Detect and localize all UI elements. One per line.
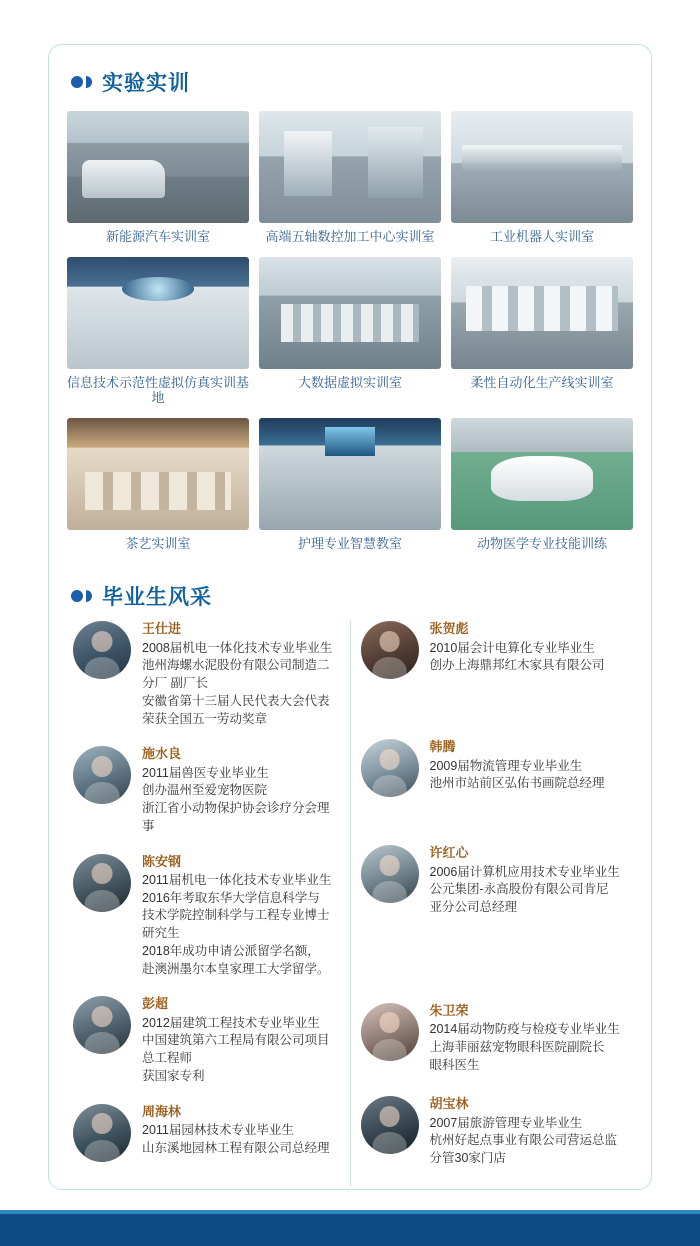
graduate-detail: 2009届物流管理专业毕业生 [429, 758, 583, 773]
cnc-lab-photo [259, 111, 441, 223]
graduate-detail: 研究生 [142, 926, 180, 941]
veterinary-training-photo [451, 418, 633, 530]
graduate-detail: 山东溪地园林工程有限公司总经理 [142, 1140, 330, 1155]
footer-bar [0, 1214, 700, 1246]
graduate-detail: 池州市站前区弘佑书画院总经理 [429, 776, 605, 791]
bigdata-lab-photo [259, 257, 441, 369]
graduate-detail: 公元集团-永高股份有限公司肯尼 [429, 882, 609, 897]
lab-caption: 护理专业智慧教室 [297, 535, 402, 551]
lab-item[interactable] [259, 418, 441, 560]
avatar [361, 621, 419, 679]
graduate-detail: 池州海螺水泥股份有限公司制造二 [142, 658, 330, 673]
lab-caption: 茶艺实训室 [125, 535, 191, 551]
lab-caption: 信息技术示范性虚拟仿真实训基地 [67, 374, 250, 406]
graduate-detail: 安徽省第十三届人民代表大会代表 [142, 693, 330, 708]
content-card [48, 44, 652, 1190]
robotics-lab-photo [451, 111, 633, 223]
lab-item[interactable] [451, 257, 633, 414]
labs-photo-grid [67, 111, 633, 559]
graduate-detail: 2014届动物防疫与检疫专业毕业生 [429, 1022, 620, 1037]
graduate-detail: 分管30家门店 [429, 1151, 506, 1166]
avatar [361, 739, 419, 797]
lab-item[interactable] [259, 257, 441, 414]
graduate-detail: 总工程师 [142, 1051, 193, 1066]
graduate-detail: 创办温州至爱宠物医院 [142, 783, 268, 798]
double-dot-icon [71, 590, 93, 602]
labs-section-title: 实验实训 [102, 72, 190, 95]
lab-item[interactable] [451, 418, 633, 560]
graduate-detail: 赴澳洲墨尔本皇家理工大学留学。 [142, 961, 330, 976]
avatar [73, 996, 131, 1054]
graduate-name: 韩腾 [429, 739, 456, 755]
graduate-name: 张贺彪 [429, 621, 469, 637]
graduate-name: 王仕进 [142, 621, 182, 637]
lab-caption: 工业机器人实训室 [489, 229, 594, 244]
auto-lab-photo [67, 111, 249, 223]
nursing-smart-classroom-photo [259, 418, 441, 530]
graduate-item[interactable] [361, 845, 628, 917]
graduate-detail: 2008届机电一体化技术专业毕业生 [142, 640, 333, 655]
graduate-item[interactable] [361, 621, 628, 679]
graduate-name: 朱卫荣 [429, 1002, 469, 1018]
lab-caption: 大数据虚拟实训室 [297, 374, 402, 390]
graduate-detail: 创办上海鼎邦红木家具有限公司 [429, 658, 605, 673]
graduate-item[interactable] [73, 1104, 340, 1162]
lab-caption: 柔性自动化生产线实训室 [470, 374, 614, 390]
it-simulation-base-photo [67, 257, 249, 369]
graduate-detail: 2007届旅游管理专业毕业生 [429, 1115, 583, 1130]
double-dot-icon [71, 76, 93, 88]
tea-art-lab-photo [67, 418, 249, 530]
avatar [73, 854, 131, 912]
graduate-detail: 荣获全国五一劳动奖章 [142, 711, 268, 726]
graduate-item[interactable] [361, 739, 628, 797]
labs-section-header [49, 67, 651, 97]
avatar [73, 746, 131, 804]
graduate-detail: 2006届计算机应用技术专业毕业生 [429, 864, 620, 879]
graduates-grid [63, 621, 637, 1186]
graduate-name: 陈安钢 [142, 853, 182, 869]
graduate-detail: 眼科医生 [429, 1057, 480, 1072]
avatar [73, 1104, 131, 1162]
graduate-detail: 2010届会计电算化专业毕业生 [429, 640, 595, 655]
graduate-item[interactable] [73, 854, 340, 979]
graduate-detail: 2016年考取东华大学信息科学与 [142, 890, 320, 905]
graduate-detail: 杭州好起点事业有限公司营运总监 [429, 1133, 618, 1148]
graduate-detail: 亚分公司总经理 [429, 900, 518, 915]
graduates-left-column [63, 621, 350, 1186]
graduate-item[interactable] [73, 621, 340, 728]
graduate-detail: 获国家专利 [142, 1068, 205, 1083]
graduates-section-header [49, 581, 651, 611]
graduate-detail: 2011届机电一体化技术专业毕业生 [142, 872, 332, 887]
lab-item[interactable] [67, 257, 249, 414]
avatar [361, 1003, 419, 1061]
graduates-right-column [351, 621, 638, 1186]
avatar [361, 845, 419, 903]
graduate-name: 周海林 [142, 1103, 182, 1119]
graduate-name: 彭超 [142, 996, 169, 1012]
lab-item[interactable] [67, 111, 249, 253]
graduate-detail: 浙江省小动物保护协会诊疗分会理 [142, 801, 330, 816]
lab-caption: 新能源汽车实训室 [105, 229, 210, 244]
lab-item[interactable] [259, 111, 441, 253]
avatar [361, 1096, 419, 1154]
graduates-section-title: 毕业生风采 [102, 586, 212, 610]
graduate-detail: 分厂 副厂长 [142, 676, 208, 691]
graduate-item[interactable] [361, 1003, 628, 1075]
lab-item[interactable] [451, 111, 633, 253]
lab-caption: 高端五轴数控加工中心实训室 [265, 229, 435, 244]
graduate-name: 胡宝林 [429, 1096, 469, 1112]
graduate-name: 许红心 [429, 845, 469, 861]
flexible-line-lab-photo [451, 257, 633, 369]
graduate-name: 施水良 [142, 746, 182, 762]
graduate-detail: 上海菲丽兹宠物眼科医院副院长 [429, 1039, 605, 1054]
avatar [73, 621, 131, 679]
graduate-detail: 2011届兽医专业毕业生 [142, 765, 269, 780]
graduate-item[interactable] [73, 746, 340, 835]
graduate-detail: 2011届园林技术专业毕业生 [142, 1122, 294, 1137]
lab-item[interactable] [67, 418, 249, 560]
graduate-detail: 2012届建筑工程技术专业毕业生 [142, 1015, 320, 1030]
graduate-detail: 技术学院控制科学与工程专业博士 [142, 908, 330, 923]
graduate-detail: 事 [142, 818, 155, 833]
graduate-item[interactable] [73, 996, 340, 1085]
graduate-item[interactable] [361, 1096, 628, 1168]
graduate-detail: 2018年成功申请公派留学名额， [142, 943, 320, 958]
graduate-detail: 中国建筑第六工程局有限公司项目 [142, 1033, 330, 1048]
lab-caption: 动物医学专业技能训练 [476, 535, 607, 551]
